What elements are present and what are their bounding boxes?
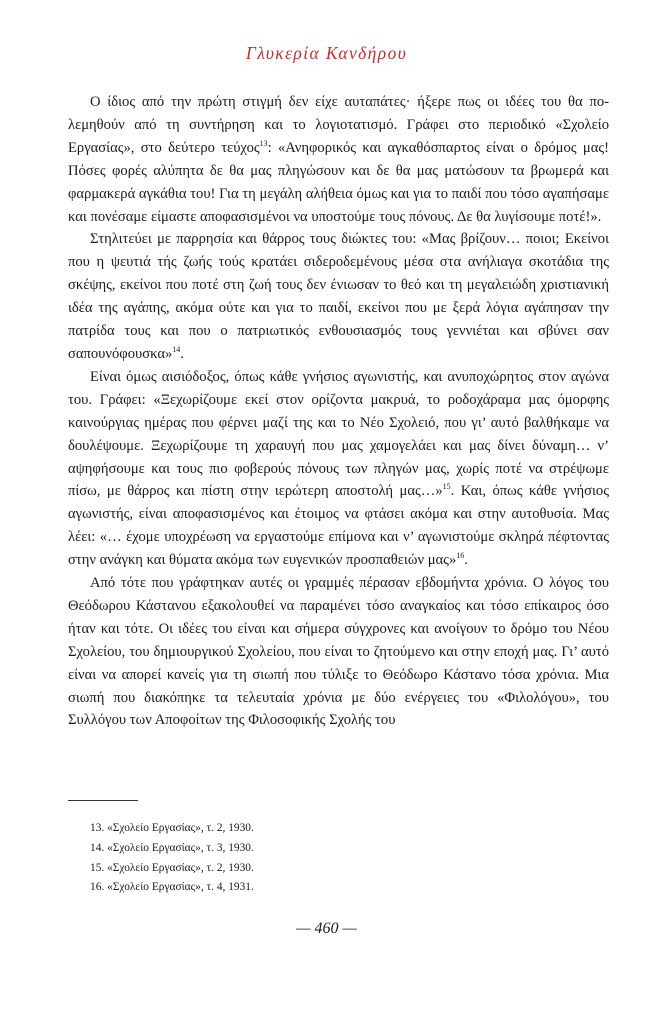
footnote: 14. «Σχολείο Εργασίας», τ. 3, 1930. xyxy=(90,841,254,854)
footnote: 16. «Σχολείο Εργασίας», τ. 4, 1931. xyxy=(90,881,254,894)
paragraph xyxy=(68,228,609,365)
text-run: Ο ίδιος από την πρώτη στιγμή δεν είχε αυταπάτες· ήξερε πως οι ιδέες του θα πολεμηθούν από τη συντήρηση και το λογιοτατισμό. Γράφει στο περιοδικό «Σχολείο Εργασίας», στο δεύτερο τεύχος xyxy=(68,94,609,156)
text-run: . xyxy=(464,552,468,569)
text-run: . Και, όπως κάθε γνήσιος αγωνιστής, είναι αποφασισμένος και έτοιμος να φτάσει ακόμα και στην αυτοθυσία. Μας λέει: «… έχομε υποχρέωση να εργαστούμε επίμονα και ν’ αγωνιστούμε σκληρά πέφτοντας στην ανάγκη και θύματα ακόμα των ευγενικών προσπαθειών μας» xyxy=(68,483,609,569)
footnote-ref: 13 xyxy=(259,138,268,148)
footnote: 13. «Σχολείο Εργασίας», τ. 2, 1930. xyxy=(90,822,254,834)
footnote-divider xyxy=(68,800,138,801)
text-run: Από τότε που γράφτηκαν αυτές οι γραμμές πέρασαν εβδομήντα χρόνια. Ο λόγος του Θεόδωρου Κάστανου εξακολουθεί να παραμένει τόσο αναγκαίος και τόσο επίκαιρος όσο ήταν και τότε. Οι ιδέες του είναι και σήμερα σύγχρονες και ανοίγουν το δρόμο του Νέου Σχολείου, του δημιουργικού Σχολείου, που είναι το ζητούμενο και στην εποχή μας. Γι’ αυτό είναι να απορεί κανείς για τη σιωπή που τύλιξε το Θεόδωρο Κάστανο τόσα χρόνια. Μια σιωπή που διακόπηκε τα τελευταία χρόνια με δύο ενέργειες του «Φιλολόγου», του Συλλόγου των Αποφοίτων της Φιλοσοφικής Σχολής του xyxy=(68,575,609,729)
text-run: : «Ανηφορικός και αγκαθόσπαρτος είναι ο δρόμος μας! Πόσες φορές αλύπητα δε θα μας πληγώσουν και δε θα μας ματώσουν τα βρωμερά και φαρμακερά αγκάθια του! Για τη μεγάλη αλήθεια όμως και για το παιδί που τόσο αγαπήσαμε και πονέσαμε είμαστε αποφασισμένοι να υποστούμε τους πόνους. Δε θα λυγίσουμε ποτέ!». xyxy=(68,139,609,225)
footnotes xyxy=(90,819,254,898)
footnote: 15. «Σχολείο Εργασίας», τ. 2, 1930. xyxy=(90,861,254,874)
text-run: Στηλιτεύει με παρρησία και θάρρος τους διώκτες του: «Μας βρίζουν… ποιοι; Εκείνοι που η ψευτιά τής ζωής τούς κρατάει σιδεροδεμένους μέσα στα ανήλιαγα σκοτάδια της σκέψης, εκείνοι που ποτέ στη ζωή τους δεν ένιωσαν το θεό και τη μεγαλειώδη χριστιανική ιδέα της αγάπης, ακόμα ούτε και για το παιδί, εκείνοι που με ξερά λόγια αγάπησαν την πατρίδα τους και που ο πατριωτικός ενθουσιασμός τους γεννιέται και σβύνει σαν σαπουνόφουσκα» xyxy=(68,231,609,362)
paragraph xyxy=(68,572,609,732)
text-run: . xyxy=(180,345,184,362)
body-text xyxy=(68,91,609,732)
text-run: Είναι όμως αισιόδοξος, όπως κάθε γνήσιος αγωνιστής, και ανυποχώρητος στον αγώνα του. Γράφει: «Ξεχωρίζουμε εκεί στον ορίζοντα μακρυά, το ροδοχάραμα μας όμορφης καινούργιας ημέρας που φέρνει μαζί της και το Νέο Σχολειό, που γι’ αυτό βαλθήκαμε να δουλέψουμε. Ξεχωρίζουμε τη χαραυγή που μας χαμογελάει και μας δίνει δύναμη… ν’ αψηφήσουμε και τους πιο φοβερούς πόνους των πληγών μας, χωρίς ποτέ να στρέψωμε πίσω, με θάρρος και πίστη στην ιερώτερη αποστολή μας…» xyxy=(68,368,609,500)
paragraph xyxy=(68,91,609,228)
footnote-ref: 15 xyxy=(442,482,451,492)
footnote-ref: 16 xyxy=(456,551,465,561)
running-header: Γλυκερία Κανδήρου xyxy=(245,43,408,63)
footnote-ref: 14 xyxy=(172,344,181,354)
paragraph xyxy=(68,366,609,572)
page-number: — 460 — xyxy=(296,920,357,937)
